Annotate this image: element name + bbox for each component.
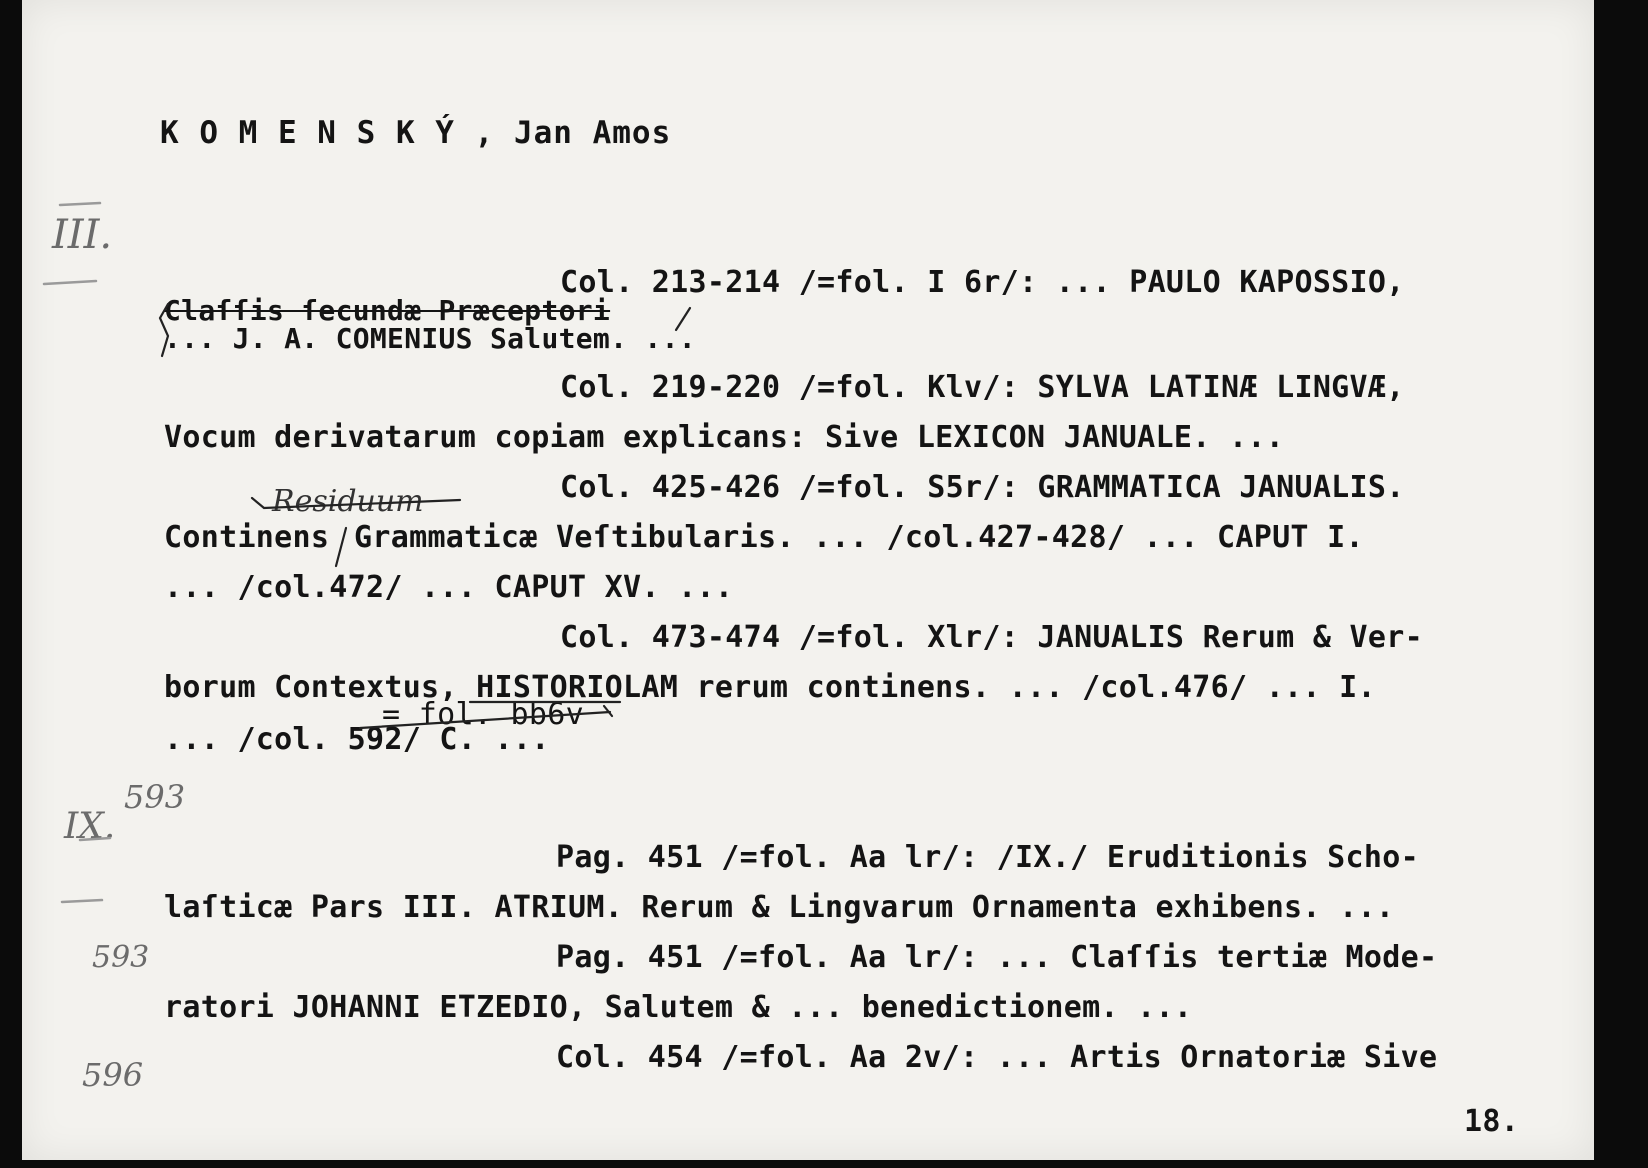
text-line-2-struck: Claſſis ſecundæ Præceptori [164,294,611,327]
text-line-3: ... J. A. COMENIUS Salutem. ... [164,322,696,355]
text-line-11: ... /col. 592/ C. ... [164,722,550,757]
margin-roman-ix: IX. [64,806,116,847]
text-line-10: borum Contextus, HISTORIOLAM rerum continens. ... /col.476/ ... I. [164,670,1376,705]
text-line-8: ... /col.472/ ... CAPUT XV. ... [164,570,734,605]
text-line-7b: Grammaticæ Veſtibularis. ... /col.427-428/ ... CAPUT I. [354,520,1364,555]
text-line-4: Col. 219-220 /=fol. Klv/: SYLVA LATINÆ LINGVÆ, [560,370,1405,405]
margin-note-593-top: 593 [124,778,186,816]
text-line-5: Vocum derivatarum copiam explicans: Sive LEXICON JANUALE. ... [164,420,1285,455]
text-line-14: Pag. 451 /=fol. Aa lr/: ... Claſſis tertiæ Mode- [556,940,1438,975]
card-heading: K O M E N S K Ý , Jan Amos [160,115,672,151]
text-line-15: ratori JOHANNI ETZEDIO, Salutem & ... benedictionem. ... [164,990,1193,1025]
text-line-13: laſticæ Pars III. ATRIUM. Rerum & Lingvarum Ornamenta exhibens. ... [164,890,1395,925]
page-number: 18. [1464,1104,1520,1139]
text-line-16: Col. 454 /=fol. Aa 2v/: ... Artis Ornatoriæ Sive [556,1040,1438,1075]
margin-roman-iii: III. [52,212,113,258]
text-line-1: Col. 213-214 /=fol. I 6r/: ... PAULO KAPOSSIO, [560,265,1405,300]
text-line-9: Col. 473-474 /=fol. Xlr/: JANUALIS Rerum & Ver- [560,620,1423,655]
inserted-word-residuum: Residuum [272,484,424,519]
text-line-7a: Continens [164,520,330,555]
margin-note-596: 596 [82,1056,144,1094]
text-line-6: Col. 425-426 /=fol. S5r/: GRAMMATICA JANUALIS. [560,470,1405,505]
margin-note-593-bottom: 593 [92,940,150,975]
handwritten-fol-correction: = fol. bb6v [382,697,584,732]
text-line-12: Pag. 451 /=fol. Aa lr/: /IX./ Eruditionis Scho- [556,840,1419,875]
